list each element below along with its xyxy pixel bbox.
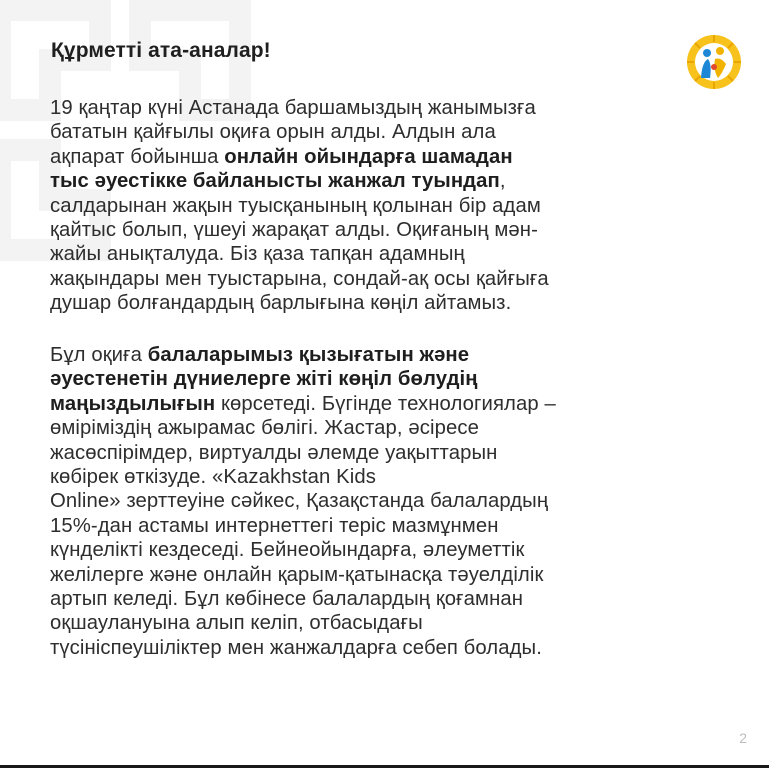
text-line <box>50 242 730 266</box>
text-segment: күнделікті кездеседі. Бейнеойындарға, әлеуметтік <box>50 539 525 562</box>
text-line <box>50 392 730 416</box>
text-segment: жайы анықталуда. Біз қаза тапқан адамның <box>50 243 465 266</box>
text-segment: жасөспірімдер, виртуалды әлемде уақыттарын <box>50 441 498 464</box>
text-segment: 15%-дан астамы интернеттегі теріс мазмұнмен <box>50 514 499 537</box>
bold-text: тыс әуестікке байланысты жанжал туындап <box>50 170 500 193</box>
text-segment: 19 қаңтар күні Астанада баршамыздың жанымызға <box>50 97 536 119</box>
text-line <box>50 343 730 367</box>
text-segment: түсініспеушіліктер мен жанжалдарға себеп болады. <box>50 636 542 659</box>
sun-and-figures-logo <box>686 34 742 90</box>
text-line <box>50 169 730 193</box>
text-segment: , <box>499 170 506 193</box>
text-line <box>50 587 730 611</box>
text-line <box>50 120 730 144</box>
text-segment: бататын қайғылы оқиға орын алды. Алдын ала <box>50 121 496 144</box>
text-segment: өміріміздің ажырамас бөлігі. Жастар, әсіресе <box>50 417 479 440</box>
text-line <box>50 441 730 465</box>
text-line <box>50 416 730 440</box>
text-segment: Бұл оқиға <box>50 344 148 366</box>
text-line <box>50 267 730 291</box>
text-segment: душар болғандардың барлығына көңіл айтамыз. <box>50 292 512 315</box>
bold-text: әуестенетін дүниелерге жіті көңіл бөлудің <box>50 368 478 391</box>
paragraph-1 <box>50 96 730 316</box>
text-line <box>50 96 730 120</box>
text-line <box>50 465 730 489</box>
text-line <box>50 218 730 242</box>
text-line <box>50 514 730 538</box>
page-number: 2 <box>739 730 747 746</box>
text-segment: көбірек өткізуде. «Kazakhstan Kids <box>50 466 376 489</box>
bold-text: онлайн ойындарға шамадан <box>224 145 513 168</box>
text-line <box>50 538 730 562</box>
text-line <box>50 563 730 587</box>
text-segment: артып келеді. Бұл көбінесе балалардың қоғамнан <box>50 588 524 611</box>
text-line <box>50 611 730 635</box>
text-segment: Online» зерттеуіне сәйкес, Қазақстанда балалардың <box>50 490 549 513</box>
text-line <box>50 291 730 315</box>
text-segment: көрсетеді. Бүгінде технологиялар – <box>215 392 556 415</box>
text-line <box>50 367 730 391</box>
page-title: Құрметті ата-аналар! <box>51 39 271 62</box>
bold-text: маңыздылығын <box>50 392 216 415</box>
text-segment: жақындары мен туыстарына, сондай-ақ осы қайғыға <box>50 267 549 290</box>
paragraph-2 <box>50 343 730 660</box>
text-segment: қайтыс болып, үшеуі жарақат алды. Оқиғаның мән- <box>50 219 538 242</box>
text-line <box>50 194 730 218</box>
text-segment: оқшаулануына алып келіп, отбасыдағы <box>50 612 423 635</box>
bold-text: балаларымыз қызығатын және <box>147 344 470 366</box>
text-segment: желілерге және онлайн қарым-қатынасқа тәуелділік <box>50 563 544 586</box>
text-line <box>50 489 730 513</box>
text-segment: ақпарат бойынша <box>50 145 225 168</box>
text-line <box>50 145 730 169</box>
text-line <box>50 636 730 660</box>
text-segment: салдарынан жақын туысқанының қолынан бір адам <box>50 194 541 217</box>
